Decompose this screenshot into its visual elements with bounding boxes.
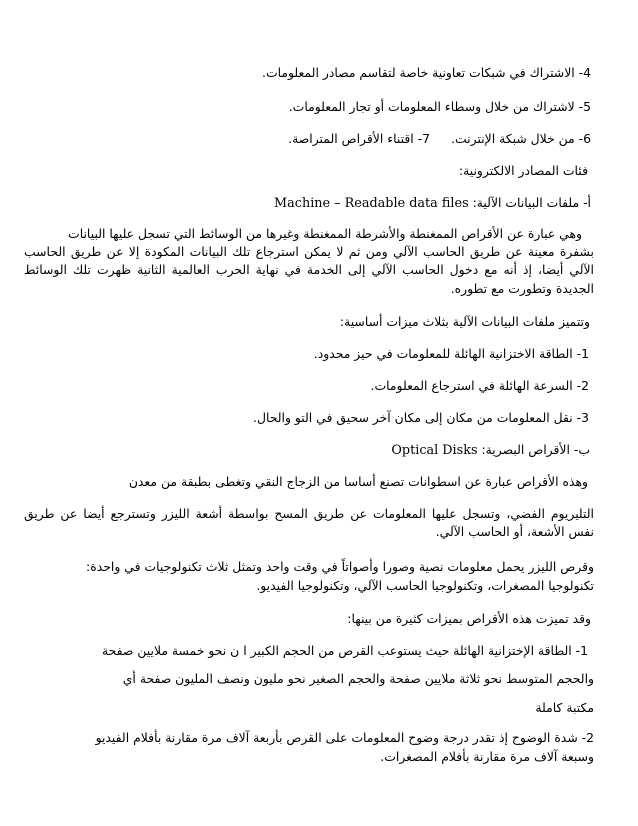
paragraph-line: وقرص الليزر يحمل معلومات نصية وصورا وأصواتاً في وقت واحد وتمثل ثلاث تكنولوجيات في واحدة:: [86, 559, 594, 574]
subheading-arabic: أ- ملفات البيانات الآلية:: [472, 195, 591, 210]
paragraph-line: وهي عبارة عن الأقراص الممغنطة والأشرطة الممغنطة وغيرها من الوسائط التي تسجل عليها البيانات: [68, 226, 582, 241]
paragraph-line: مكتبة كاملة: [535, 700, 594, 715]
paragraph-line: نفس الأشعة، أو الحاسب الآلي.: [435, 524, 594, 539]
list-item-4: 4- الاشتراك في شبكات تعاونية خاصة لتقاسم مصادر المعلومات.: [262, 65, 591, 80]
paragraph-line: التليريوم الفضي، وتسجل عليها المعلومات عن طريق المسح بواسطة أشعة الليزر وتسترجع أيضا عن طريق: [24, 506, 594, 521]
list-item-5: 5- لاشتراك من خلال وسطاء المعلومات أو تجار المعلومات.: [288, 99, 591, 114]
list-item-7: 7- اقتناء الأقراص المتراصة.: [288, 131, 430, 146]
paragraph-line: الآلي أيضا، إذ أنه مع دخول الحاسب الآلي إلى الخدمة في نهاية الحرب العالمية الثانية ظهرت تلك الوسائط: [24, 262, 594, 277]
subheading-english: Machine – Readable data files: [274, 196, 469, 211]
paragraph-line: والحجم المتوسط نحو ثلاثة ملايين صفحة والحجم الصغير نحو مليون ونصف المليون صفحة أي: [122, 671, 594, 686]
paragraph-line: تكنولوجيا المصغرات، وتكنولوجيا الحاسب الآلي، وتكنولوجيا الفيديو.: [256, 578, 594, 593]
paragraph-line: وسبعة آلاف مرة مقارنة بأفلام المصغرات.: [380, 749, 594, 764]
feature-item-1: 1- الطاقة الاختزانية الهائلة للمعلومات في حيز محدود.: [313, 346, 589, 361]
feature-item-3: 3- نقل المعلومات من مكان إلى مكان آخر سحيق في التو والحال.: [253, 410, 589, 425]
advantage-item-1: 1- الطاقة الإختزانية الهائلة حيث يستوعب القرص من الحجم الكبير ا ن نحو خمسة ملايين صفحة: [101, 643, 588, 658]
section-heading-electronic-sources: فئات المصادر الالكترونية:: [458, 163, 588, 178]
paragraph-line: بشفرة معينة عن طريق الحاسب الآلي ومن ثم لا يمكن استرجاع تلك البيانات المكودة إلا عن طريق الحاسب: [24, 244, 594, 259]
list-item-6: 6- من خلال شبكة الإنترنت.: [451, 131, 591, 146]
feature-item-2: 2- السرعة الهائلة في استرجاع المعلومات.: [370, 378, 589, 393]
subheading-machine-readable: [274, 193, 591, 214]
features-intro: وتتميز ملفات البيانات الآلية بثلاث ميزات أساسية:: [339, 314, 590, 329]
paragraph-line: وهذه الأقراص عبارة عن اسطوانات تصنع أساسا من الزجاج النقي وتغطى بطبقة من معدن: [128, 474, 588, 489]
subheading-arabic: ب- الأقراص البصرية:: [481, 442, 590, 457]
advantages-intro: وقد تميزت هذه الأقراص بميزات كثيرة من بينها:: [347, 611, 591, 626]
paragraph-line: الجديدة وتطورت مع تطوره.: [450, 281, 594, 296]
subheading-optical-disks: [391, 440, 590, 461]
subheading-english: Optical Disks: [391, 443, 478, 458]
advantage-item-2: 2- شدة الوضوح إذ تقدر درجة وضوح المعلومات على القرص بأربعة آلاف مرة مقارنة بأفلام الفيديو: [95, 730, 594, 745]
